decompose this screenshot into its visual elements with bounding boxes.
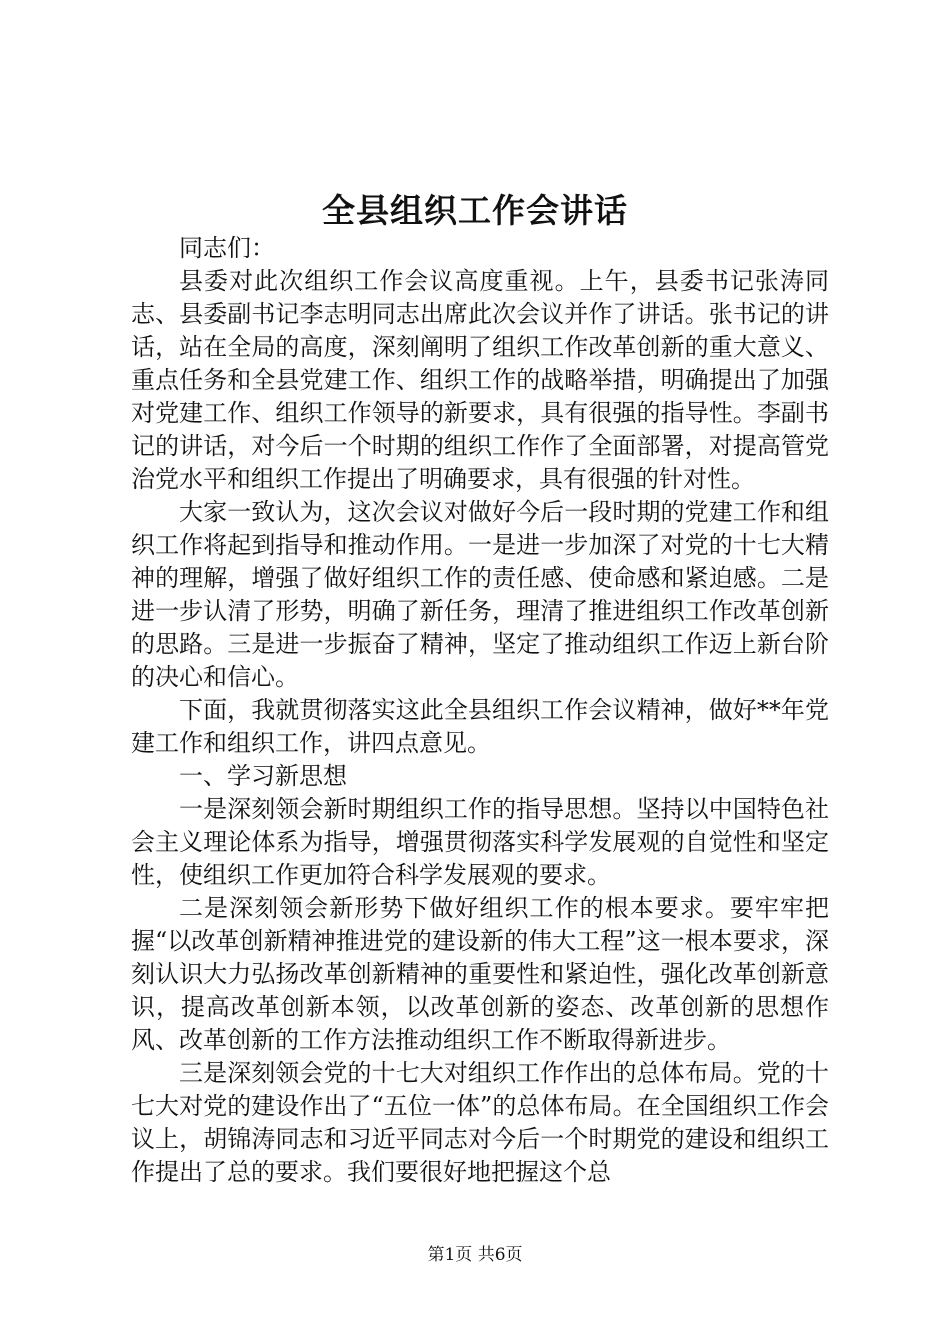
paragraph: 三是深刻领会党的十七大对组织工作作出的总体布局。党的十七大对党的建设作出了“五位一体”的总体布局。在全国组织工作会议上，胡锦涛同志和习近平同志对今后一个时期党的建设和组织工作提出了总的要求。我们要很好地把握这个总 [131,1059,829,1186]
document-body [131,232,829,1189]
paragraph: 二是深刻领会新形势下做好组织工作的根本要求。要牢牢把握“以改革创新精神推进党的建设新的伟大工程”这一根本要求，深刻认识大力弘扬改革创新精神的重要性和紧迫性，强化改革创新意识，提高改革创新本领，以改革创新的姿态、改革创新的思想作风、改革创新的工作方法推动组织工作不断取得新进步。 [131,894,829,1054]
page-number-footer: 第1页 共6页 [427,1245,523,1265]
section-heading: 一、学习新思想 [179,762,347,790]
paragraph: 县委对此次组织工作会议高度重视。上午，县委书记张涛同志、县委副书记李志明同志出席此次会议并作了讲话。张书记的讲话，站在全局的高度，深刻阐明了组织工作改革创新的重大意义、重点任务和全县党建工作、组织工作的战略举措，明确提出了加强对党建工作、组织工作领导的新要求，具有很强的指导性。李副书记的讲话，对今后一个时期的组织工作作了全面部署，对提高管党治党水平和组织工作提出了明确要求，具有很强的针对性。 [131,267,829,493]
salutation: 同志们： [179,234,275,262]
paragraph: 大家一致认为，这次会议对做好今后一段时期的党建工作和组织工作将起到指导和推动作用。一是进一步加深了对党的十七大精神的理解，增强了做好组织工作的责任感、使命感和紧迫感。二是进一步认清了形势，明确了新任务，理清了推进组织工作改革创新的思路。三是进一步振奋了精神，坚定了推动组织工作迈上新台阶的决心和信心。 [131,498,829,691]
paragraph: 一是深刻领会新时期组织工作的指导思想。坚持以中国特色社会主义理论体系为指导，增强贯彻落实科学发展观的自觉性和坚定性，使组织工作更加符合科学发展观的要求。 [131,795,829,889]
paragraph: 下面，我就贯彻落实这此全县组织工作会议精神，做好**年党建工作和组织工作，讲四点意见。 [131,696,829,757]
document-title: 全县组织工作会讲话 [322,191,628,230]
